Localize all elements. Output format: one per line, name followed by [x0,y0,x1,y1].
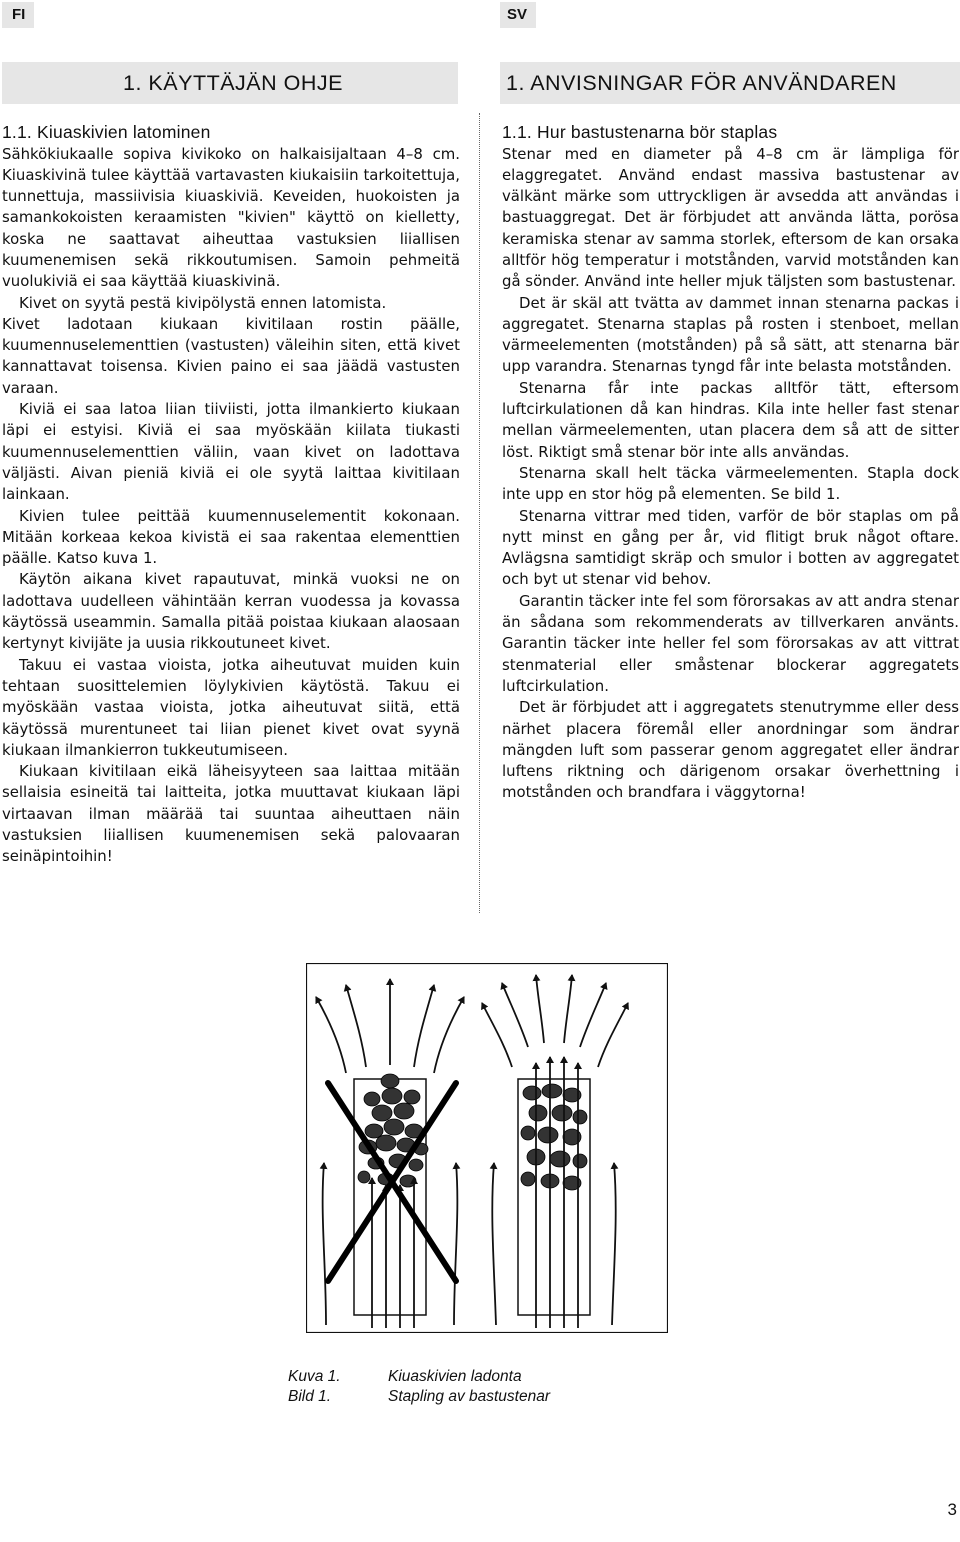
paragraph-fi-6: Käytön aikana kivet rapautuvat, minkä vuoksi ne on ladottava uudelleen vähintään kerran vuodessa ja kovassa käytössä useammin. Samalla pitää poistaa kiukaan alaosaan kertynyt kivijäte ja uusia rikkoutuneet kivet. [2,570,460,653]
caption-text-fi: Kiuaskivien ladonta [388,1368,522,1385]
column-sv [502,122,959,804]
paragraph-sv-1: Stenar med en diameter på 4–8 cm är lämpliga för elaggregatet. Använd endast massiva bastustenar av välkänt märke som uttryckligen är avsedda att användas i bastuaggregat. Det är förbjudet att använda lätta, porösa keramiska stenar av samma storlek, eftersom de kan orsaka alltför hög temperatur i motstånden, varvid motstånden kan gå sönder. Använd inte heller mjuk täljsten som bastustenar. [502,144,959,291]
column-divider [479,113,481,913]
paragraph-sv-5: Stenarna vittrar med tiden, varför de bör staplas om på nytt minst en gång per år, vid flitigt bruk något oftare. Avlägsna samtidigt skräp och smulor i botten av aggregatet och byt ut stenar vid behov. [502,506,959,589]
paragraph-sv-6: Garantin täcker inte fel som förorsakas av att andra stenar än sådana som rekommenderats av tillverkaren använts. Garantin täcker inte heller fel som förorsakas av att vittrat stenmaterial eller småstenar blockerar aggregatets luftcirkulation. [502,591,959,695]
paragraph-fi-7: Takuu ei vastaa vioista, jotka aiheutuvat muiden kuin tehtaan suosittelemien löylykivien käytöstä. Takuu ei myöskään vastaa vioista, jotka aiheutuvat siitä, että käytössä murentuneet tai liian pienet kivet ovat syynä kiukaan ilmankierron tukkeutumiseen. [2,655,460,759]
caption-text-sv: Stapling av bastustenar [388,1388,550,1405]
language-tab-sv: SV [500,2,536,28]
section-heading-fi: 1.1. Kiuaskivien latominen [2,122,211,142]
paragraph-fi-8: Kiukaan kivitilaan eikä läheisyyteen saa laittaa mitään sellaisia esineitä tai laitteita, jotka muuttavat kiukaan läpi virtaavan ilman määrää tai suuntaa aiheuttaen näin vastuksien liiallisen kuumenemisen sekä palovaaran seinäpintoihin! [2,762,460,866]
paragraph-fi-1: Sähkökiukaalle sopiva kivikoko on halkaisijaltaan 4–8 cm. Kiuaskivinä tulee käyttää vartavasten kiukaisiin tarkoitettuja, tunnettuja, massiivisia kiuaskiviä. Keveiden, huokoisten ja samankokoisten keraamisten "kivien" käyttö on kielletty, koska ne saattavat aiheuttaa vastuksien liiallisen kuumenemisen sekä rikkoutumisen. Samoin pehmeitä vuolukiviä ei saa käyttää kiuaskivinä. [2,144,460,291]
paragraph-sv-7: Det är förbjudet att i aggregatets stenutrymme eller dess närhet placera föremål eller anordningar som ändrar mängden luft som passerar genom aggregatet eller ändrar luftens riktning och därigenom orsakar överhettning i motstånden och brandfara i väggytorna! [502,698,959,802]
chapter-title-fi: 1. KÄYTTÄJÄN OHJE [2,62,458,104]
paragraph-sv-4: Stenarna skall helt täcka värmeelementen. Stapla dock inte upp en stor hög på elementen. Se bild 1. [502,463,959,504]
figure-stone-stacking [306,963,668,1333]
figure-caption-sv [288,1387,550,1407]
column-fi [2,122,460,868]
paragraph-sv-3: Stenarna får inte packas alltför tätt, eftersom luftcirkulationen då kan hindras. Kila inte heller fast stenar mellan värmeelementen, utan placera dem så att de sitter löst. Riktigt små stenar bör inte alls användas. [502,378,959,461]
paragraph-fi-2: Kivet on syytä pestä kivipölystä ennen latomista. [19,293,387,312]
paragraph-fi-4: Kiviä ei saa latoa liian tiiviisti, jotta ilmankierto kiukaan läpi ei estyisi. Kiviä ei saa myöskään kiilata tiukasti kuumennuselementtien väliin, vaan kivet on ladottava väljästi. Aivan pieniä kiviä ei ole syytä laittaa kivitilaan lainkaan. [2,400,460,504]
figure-caption-fi [288,1367,522,1387]
paragraph-fi-5: Kivien tulee peittää kuumennuselementit kokonaan. Mitään korkeaa kekoa kivistä ei saa rakentaa elementtien päälle. Katso kuva 1. [2,506,460,568]
language-tab-fi: FI [2,2,34,28]
paragraph-sv-2: Det är skäl att tvätta av dammet innan stenarna packas i aggregatet. Stenarna staplas på rosten i stenboet, mellan värmeelementen (motstånden) på så sätt, att stenarna bär upp varandra. Stenarnas tyngd får inte belasta motstånden. [502,293,959,376]
section-heading-sv: 1.1. Hur bastustenarna bör staplas [502,122,778,142]
chapter-title-sv: 1. ANVISNINGAR FÖR ANVÄNDAREN [500,62,960,104]
page-number: 3 [947,1500,957,1519]
caption-label-sv: Bild 1. [288,1388,332,1405]
paragraph-fi-3: Kivet ladotaan kiukaan kivitilaan rostin päälle, kuumennuselementtien (vastusten) väleihin siten, että kivet kannattavat toisensa. Kivien paino ei saa jäädä vastusten varaan. [2,314,460,397]
caption-label-fi: Kuva 1. [288,1368,341,1385]
